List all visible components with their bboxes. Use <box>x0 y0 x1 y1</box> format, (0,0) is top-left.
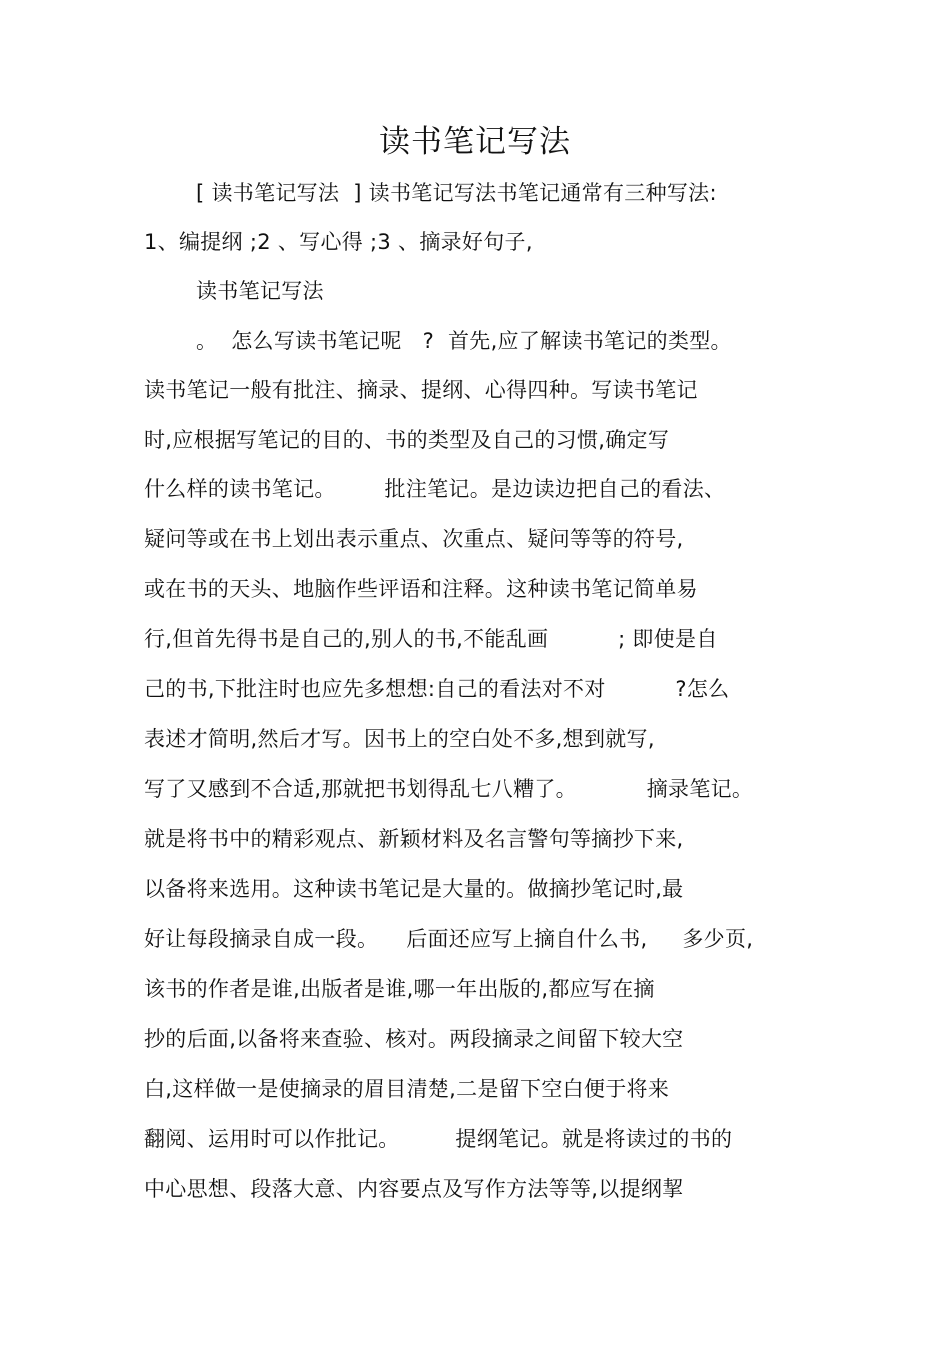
body-line: 读书笔记一般有批注、摘录、提纲、心得四种。写读书笔记 <box>144 378 698 402</box>
body-line: 1、编提纲 ;2 、写心得 ;3 、摘录好句子, <box>144 230 533 254</box>
body-line: 读书笔记写法 <box>196 279 324 303</box>
body-line: 该书的作者是谁,出版者是谁,哪一年出版的,都应写在摘 <box>144 977 655 1001</box>
body-line: [ 读书笔记写法 ] 读书笔记写法书笔记通常有三种写法: <box>196 181 717 205</box>
body-line: 己的书,下批注时也应先多想想:自己的看法对不对 ?怎么 <box>144 677 730 701</box>
body-line: 时,应根据写笔记的目的、书的类型及自己的习惯,确定写 <box>144 428 670 452</box>
body-line: 中心思想、段落大意、内容要点及写作方法等等,以提纲挈 <box>144 1177 684 1201</box>
body-line: 表述才简明,然后才写。因书上的空白处不多,想到就写, <box>144 727 655 751</box>
body-line: 翻阅、运用时可以作批记。 提纲笔记。就是将读过的书的 <box>144 1127 733 1151</box>
body-line: 或在书的天头、地脑作些评语和注释。这种读书笔记简单易 <box>144 577 698 601</box>
body-line: 行,但首先得书是自己的,别人的书,不能乱画 ; 即使是自 <box>144 627 718 651</box>
body-line: 。 怎么写读书笔记呢 ? 首先,应了解读书笔记的类型。 <box>196 329 732 353</box>
body-line: 白,这样做一是使摘录的眉目清楚,二是留下空白便于将来 <box>144 1077 670 1101</box>
body-line: 抄的后面,以备将来查验、核对。两段摘录之间留下较大空 <box>144 1027 684 1051</box>
body-line: 什么样的读书笔记。 批注笔记。是边读边把自己的看法、 <box>144 477 726 501</box>
document-title: 读书笔记写法 <box>379 124 571 160</box>
body-line: 写了又感到不合适,那就把书划得乱七八糟了。 摘录笔记。 <box>144 777 754 801</box>
body-line: 好让每段摘录自成一段。 后面还应写上摘自什么书, 多少页, <box>144 927 754 951</box>
body-line: 就是将书中的精彩观点、新颖材料及名言警句等摘抄下来, <box>144 827 684 851</box>
body-line: 疑问等或在书上划出表示重点、次重点、疑问等等的符号, <box>144 527 684 551</box>
body-line: 以备将来选用。这种读书笔记是大量的。做摘抄笔记时,最 <box>144 877 684 901</box>
